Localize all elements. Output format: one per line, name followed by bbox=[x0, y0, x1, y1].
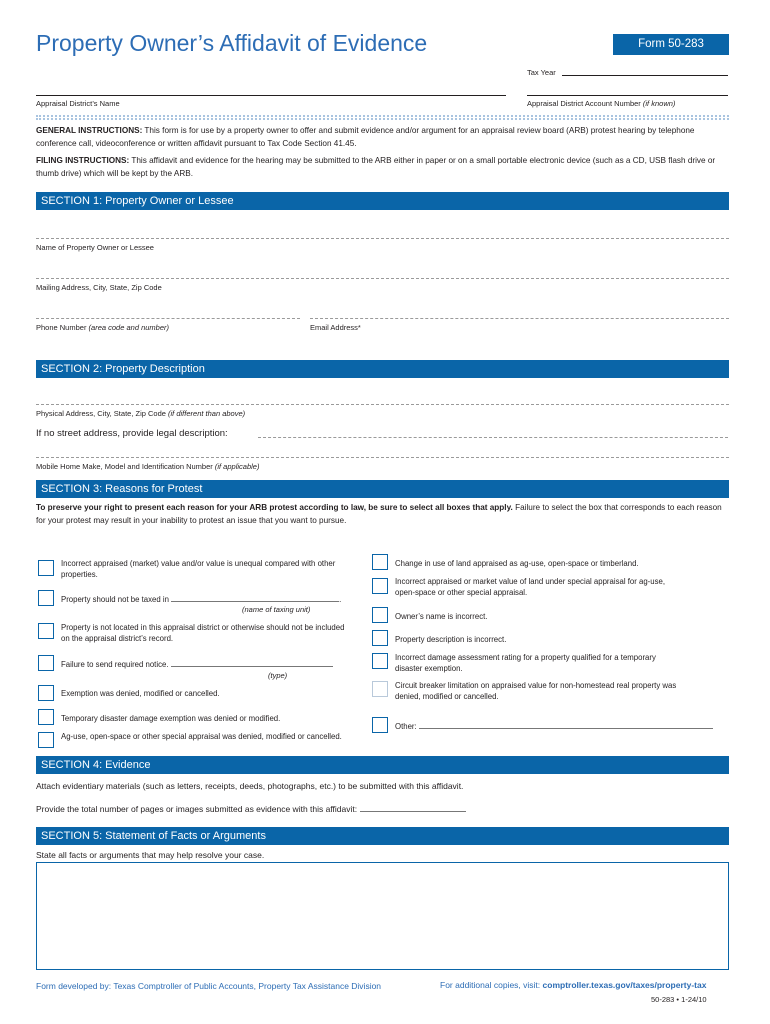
checkbox-damage-rating[interactable] bbox=[372, 653, 388, 669]
mobile-home-label: Mobile Home Make, Model and Identification Number (if applicable) bbox=[36, 462, 260, 471]
checkbox-exemption-denied[interactable] bbox=[38, 685, 54, 701]
legal-description-label: If no street address, provide legal description: bbox=[36, 428, 228, 439]
evidence-instruction: Attach evidentiary materials (such as letters, receipts, deeds, photographs, etc.) to be submitted with this affidavit. bbox=[36, 781, 464, 791]
legal-description-field[interactable] bbox=[258, 437, 728, 438]
footer-developed-by: Form developed by: Texas Comptroller of Public Accounts, Property Tax Assistance Division bbox=[36, 981, 382, 991]
option-damage-rating: Incorrect damage assessment rating for a property qualified for a temporary disaster exemption. bbox=[395, 653, 656, 673]
statement-instruction: State all facts or arguments that may help resolve your case. bbox=[36, 850, 265, 860]
checkbox-owner-name[interactable] bbox=[372, 607, 388, 623]
taxing-unit-note: (name of taxing unit) bbox=[242, 605, 311, 614]
option-not-located: Property is not located in this appraisal district or otherwise should not be included on the appraisal district’s record. bbox=[61, 623, 345, 643]
email-label: Email Address* bbox=[310, 323, 361, 332]
account-number-field[interactable] bbox=[527, 95, 728, 96]
checkbox-not-located[interactable] bbox=[38, 623, 54, 639]
evidence-count-field[interactable] bbox=[360, 803, 466, 812]
checkbox-circuit-breaker[interactable] bbox=[372, 681, 388, 697]
appraisal-district-label: Appraisal District’s Name bbox=[36, 99, 120, 108]
filing-instructions: FILING INSTRUCTIONS: This affidavit and evidence for the hearing may be submitted to the ARB either in paper or on a small portable electronic device (such as a CD, USB flash drive or thumb drive) which will be kept by the ARB. bbox=[36, 156, 716, 178]
option-land-value: Incorrect appraised or market value of land under special appraisal for ag-use, open-space or other special appraisal. bbox=[395, 577, 666, 597]
section-2-header: SECTION 2: Property Description bbox=[36, 360, 729, 378]
appraisal-district-field[interactable] bbox=[36, 95, 506, 96]
checkbox-not-taxed[interactable] bbox=[38, 590, 54, 606]
physical-address-label: Physical Address, City, State, Zip Code (if different than above) bbox=[36, 409, 246, 418]
statement-textarea[interactable] bbox=[36, 862, 729, 970]
footer-copies: For additional copies, visit: comptroller.texas.gov/taxes/property-tax bbox=[440, 980, 707, 990]
checkbox-ag-use[interactable] bbox=[38, 732, 54, 748]
email-field[interactable] bbox=[310, 318, 729, 319]
phone-field[interactable] bbox=[36, 318, 300, 319]
tax-year-label: Tax Year bbox=[527, 68, 556, 77]
option-change-in-use: Change in use of land appraised as ag-use, open-space or timberland. bbox=[395, 559, 639, 568]
option-exemption-denied: Exemption was denied, modified or cancelled. bbox=[61, 689, 220, 698]
notice-type-field[interactable] bbox=[171, 658, 333, 667]
owner-name-label: Name of Property Owner or Lessee bbox=[36, 243, 154, 252]
checkbox-description[interactable] bbox=[372, 630, 388, 646]
option-failure-notice: Failure to send required notice. bbox=[61, 658, 333, 670]
taxing-unit-field[interactable] bbox=[171, 593, 339, 602]
comptroller-link[interactable]: comptroller.texas.gov/taxes/property-tax bbox=[542, 980, 707, 990]
checkbox-incorrect-value[interactable] bbox=[38, 560, 54, 576]
evidence-count-label: Provide the total number of pages or images submitted as evidence with this affidavit: bbox=[36, 803, 466, 814]
section-3-header: SECTION 3: Reasons for Protest bbox=[36, 480, 729, 498]
mobile-home-field[interactable] bbox=[36, 457, 729, 458]
general-instructions: GENERAL INSTRUCTIONS: This form is for use by a property owner to offer and submit evidence and/or argument for an appraisal review board (ARB) protest hearing by telephone conference call, videoconference or written affidavit pursuant to Tax Code Section 41.45. bbox=[36, 126, 695, 148]
checkbox-land-value[interactable] bbox=[372, 578, 388, 594]
mailing-address-field[interactable] bbox=[36, 278, 729, 279]
mailing-address-label: Mailing Address, City, State, Zip Code bbox=[36, 283, 162, 292]
tax-year-field[interactable] bbox=[562, 75, 728, 76]
checkbox-failure-notice[interactable] bbox=[38, 655, 54, 671]
option-description: Property description is incorrect. bbox=[395, 635, 507, 644]
other-reason-field[interactable] bbox=[419, 720, 713, 729]
checkbox-change-in-use[interactable] bbox=[372, 554, 388, 570]
form-number-badge: Form 50-283 bbox=[613, 34, 729, 55]
section-4-header: SECTION 4: Evidence bbox=[36, 756, 729, 774]
option-owner-name: Owner’s name is incorrect. bbox=[395, 612, 488, 621]
option-ag-use: Ag-use, open-space or other special appraisal was denied, modified or cancelled. bbox=[61, 732, 342, 741]
option-circuit-breaker: Circuit breaker limitation on appraised value for non-homestead real property was denied, modified or cancelled. bbox=[395, 681, 677, 701]
option-not-taxed: Property should not be taxed in . bbox=[61, 595, 342, 604]
form-revision: 50-283 • 1-24/10 bbox=[651, 995, 707, 1004]
phone-label: Phone Number (area code and number) bbox=[36, 323, 169, 332]
form-title: Property Owner’s Affidavit of Evidence bbox=[36, 30, 428, 56]
header-divider bbox=[36, 115, 729, 120]
section-5-header: SECTION 5: Statement of Facts or Arguments bbox=[36, 827, 729, 845]
account-number-label: Appraisal District Account Number (if known) bbox=[527, 99, 676, 108]
owner-name-field[interactable] bbox=[36, 238, 729, 239]
checkbox-other[interactable] bbox=[372, 717, 388, 733]
protest-intro: To preserve your right to present each reason for your ARB protest according to law, be sure to select all boxes that apply. Failure to select the box that corresponds to each reason for your protest may result in your inability to protest an issue that you want to pursue. bbox=[36, 503, 722, 525]
physical-address-field[interactable] bbox=[36, 404, 729, 405]
option-other: Other: bbox=[395, 720, 713, 732]
section-1-header: SECTION 1: Property Owner or Lessee bbox=[36, 192, 729, 210]
option-disaster-exemption: Temporary disaster damage exemption was denied or modified. bbox=[61, 714, 281, 723]
option-incorrect-value: Incorrect appraised (market) value and/or value is unequal compared with other properties. bbox=[61, 559, 336, 579]
notice-type-note: (type) bbox=[268, 671, 288, 680]
checkbox-disaster-exemption[interactable] bbox=[38, 709, 54, 725]
